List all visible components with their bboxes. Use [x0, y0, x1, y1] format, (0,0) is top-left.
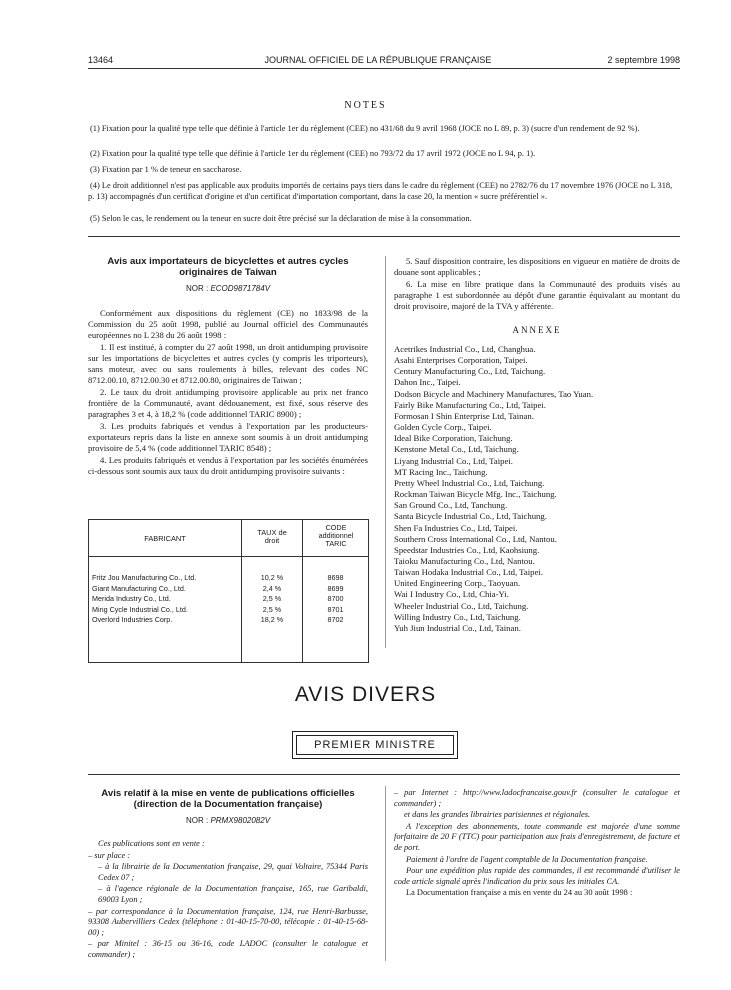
table-row-rate: 10,2 % — [260, 573, 284, 582]
publications-nor-label: NOR : — [185, 816, 209, 825]
table-row-name: Ming Cycle Industrial Co., Ltd. — [92, 604, 188, 614]
nor-code: ECOD9871784V — [210, 284, 271, 293]
header-fabricant: FABRICANT — [144, 534, 186, 543]
table-row-rate: 2,4 % — [262, 583, 282, 593]
publications-internet: – par Internet : http://www.ladocfrancaise.gouv.fr (consulter le catalogue et commander) ; — [394, 788, 680, 808]
list-item: Taioku Manufacturing Co., Ltd, Nantou. — [394, 555, 535, 566]
table-row-rate: 2,5 % — [262, 594, 282, 603]
publications-paiement: Paiement à l'ordre de l'agent comptable de la Documentation française. — [406, 854, 648, 864]
list-item: Speedstar Industries Co., Ltd, Kaohsiung. — [394, 544, 540, 555]
avis-divers-title: AVIS DIVERS — [294, 683, 437, 706]
list-item: Santa Bicycle Industrial Co., Ltd, Taichung. — [394, 511, 547, 522]
annexe-list — [394, 344, 680, 634]
publications-minitel: – par Minitel : 36-15 ou 36-16, code LADOC (consulter le catalogue et commander) ; — [88, 939, 368, 959]
list-item: Ideal Bike Corporation, Taichung. — [394, 433, 513, 444]
avis-importateurs-body — [88, 308, 368, 478]
publications-nor — [88, 816, 368, 825]
list-item: San Ground Co., Ltd, Tanchung. — [394, 500, 508, 511]
list-item: Taiwan Hodaka Industrial Co., Ltd, Taipei. — [394, 567, 543, 578]
note-4: (4) Le droit additionnel n'est pas applicable aux produits importés de certains pays tiers dans le cadre du règlement (CEE) no 2782/76 du 17 novembre 1976 (JOCE no L 318, p. 13) accompagnés d'un certificat d'origine et d'un certificat d'importation comportant, dans la case 20, la mention « sucre préférentiel ». — [88, 181, 673, 201]
table-row-code: 8700 — [327, 594, 344, 603]
publications-divider — [385, 786, 386, 961]
premier-ministre-box — [292, 731, 458, 759]
table-row-name: Fritz Jou Manufacturing Co., Ltd. — [92, 573, 197, 582]
list-item: Wheeler Industrial Co., Ltd, Taichung. — [394, 600, 529, 611]
publications-nor-code: PRMX9802082V — [210, 816, 271, 825]
list-item: Wai I Industry Co., Ltd, Chia-Yi. — [394, 589, 509, 600]
avis-publications-title-line1: Avis relatif à la mise en vente de publications officielles — [101, 788, 355, 799]
nor-label: NOR : — [185, 284, 209, 293]
list-item: Liyang Industrial Co., Ltd, Taipei. — [394, 455, 513, 466]
list-item: Pretty Wheel Industrial Co., Ltd, Taichung. — [394, 477, 545, 488]
table-codes — [303, 573, 368, 626]
table-row-code: 8698 — [327, 573, 344, 582]
header-taux: TAUX de droit — [257, 528, 287, 545]
paragraph-5: 5. Sauf disposition contraire, les dispositions en vigueur en matière de droits de douane sont applicables ; — [394, 256, 680, 277]
premier-ministre-label: PREMIER MINISTRE — [296, 735, 454, 755]
paragraph-6: 6. La mise en libre pratique dans la Communauté des produits visés au paragraphe 1 est subordonnée au dépôt d'une garantie équivalant au montant du droit provisoire, majoré de la TVA y afférente. — [394, 279, 680, 311]
notes-title: NOTES — [344, 100, 387, 111]
header-code: CODE additionnel TARIC — [318, 523, 354, 548]
avis-importateurs-continued — [394, 256, 680, 313]
table-names — [92, 573, 242, 626]
publications-exception: A l'exception des abonnements, toute commande est majorée d'une somme forfaitaire de 20 F (TTC) pour participation aux frais d'enregistrement, de facture et de port. — [394, 821, 680, 852]
header-rule — [88, 68, 680, 69]
paragraph-4: 4. Les produits fabriqués et vendus à l'exportation par les sociétés énumérées ci-dessous sont soumis aux taux du droit antidumping provisoire suivants : — [88, 455, 368, 476]
table-row-name: Merida Industry Co., Ltd. — [92, 594, 171, 603]
list-item: Shen Fa Industries Co., Ltd, Taipei. — [394, 522, 518, 533]
publications-left — [88, 839, 368, 962]
intro-paragraph: Conformément aux dispositions du règlement (CE) no 1833/98 de la Commission du 25 août 1998, publié au Journal officiel des Communautés européennes no L 238 du 26 août 1998 : — [88, 308, 368, 340]
publications-mise-en-vente: La Documentation française a mis en vente du 24 au 30 août 1998 : — [406, 888, 633, 898]
header-date: 2 septembre 1998 — [607, 55, 680, 65]
journal-title: JOURNAL OFFICIEL DE LA RÉPUBLIQUE FRANÇAISE — [264, 55, 492, 65]
list-item: MT Racing Inc., Taichung. — [394, 466, 488, 477]
list-item: Kenstone Metal Co., Ltd, Taichung. — [394, 444, 519, 455]
note-2: (2) Fixation pour la qualité type telle que définie à l'article 1er du règlement (CEE) no 793/72 du 17 avril 1972 (JOCE no L 94, p. 1). — [90, 149, 536, 158]
publications-expedition: Pour une expédition plus rapide des commandes, il est recommandé d'utiliser le code article signalé après l'indication du prix sous les initiales CA. — [394, 866, 680, 886]
avis-publications-title — [88, 788, 368, 810]
list-item: Yuh Jiun Industrial Co., Ltd, Tainan. — [394, 622, 521, 633]
table-rates — [242, 573, 302, 626]
paragraph-2: 2. Le taux du droit antidumping provisoire applicable au prix net franco frontière de la Communauté, avant dédouanement, est fixé, sous réserve des paragraphes 3 et 4, à 18,2 % (code additionnel TARIC 8900) ; — [88, 387, 368, 419]
page-number: 13464 — [88, 55, 114, 65]
list-item: United Engineering Corp., Taoyuan. — [394, 578, 521, 589]
list-item: Southern Cross International Co., Ltd, Nantou. — [394, 533, 557, 544]
column-divider — [385, 256, 386, 648]
paragraph-3: 3. Les produits fabriqués et vendus à l'exportation par les producteurs-exportateurs repris dans la liste en annexe sont soumis à un droit antidumping provisoire de 5,4 % (code additionnel TARIC 8548) ; — [88, 421, 368, 453]
table-row-code: 8702 — [327, 615, 344, 624]
avis-publications-title-line2: (direction de la Documentation française) — [133, 799, 323, 810]
publications-right — [394, 788, 680, 900]
note-5: (5) Selon le cas, le rendement ou la teneur en sucre doit être précisé sur la déclaration de mise à la consommation. — [90, 214, 472, 223]
annexe-title: ANNEXE — [512, 325, 562, 335]
note-3: (3) Fixation par 1 % de teneur en saccharose. — [90, 165, 242, 174]
publications-librairie: – à la librairie de la Documentation française, 29, quai Voltaire, 75344 Paris Cedex 07 ; — [98, 862, 368, 882]
table-row-rate: 18,2 % — [260, 615, 284, 624]
list-item: Formosan I Shin Enterprise Ltd, Tainan. — [394, 410, 534, 421]
avis-importateurs-title — [88, 256, 368, 278]
list-item: Acetrikes Industrial Co., Ltd, Changhua. — [394, 344, 536, 354]
list-item: Dodson Bicycle and Machinery Manufactures, Tao Yuan. — [394, 388, 594, 399]
publications-intro: Ces publications sont en vente : — [98, 839, 205, 848]
table-row-code: 8699 — [327, 583, 344, 593]
nor-reference — [88, 284, 368, 293]
table-row-name: Overlord Industries Corp. — [92, 615, 173, 624]
list-item: Golden Cycle Corp., Taipei. — [394, 422, 492, 433]
paragraph-1: 1. Il est institué, à compter du 27 août 1998, un droit antidumping provisoire sur les importations de bicyclettes et autres cycles (y compris les triporteurs), sans moteur, avec ou sans roulements à billes, relevant des codes NC 8712.00.10, 8712.00.30 et 8712.00.80, originaires de Taiwan ; — [88, 342, 368, 385]
publications-librairies: et dans les grandes librairies parisiennes et régionales. — [404, 810, 591, 820]
list-item: Rockman Taiwan Bicycle Mfg. Inc., Taichung. — [394, 489, 557, 500]
table-row-code: 8701 — [327, 604, 344, 614]
publications-rule — [88, 774, 680, 775]
list-item: Fairly Bike Manufacturing Co., Ltd, Taipei. — [394, 399, 546, 410]
list-item: Willing Industry Co., Ltd, Taichung. — [394, 611, 521, 622]
avis-importateurs-title-line2: originaires de Taiwan — [179, 267, 277, 278]
avis-importateurs-title-line1: Avis aux importateurs de bicyclettes et autres cycles — [107, 256, 349, 267]
note-1: (1) Fixation pour la qualité type telle que définie à l'article 1er du règlement (CEE) no 431/68 du 9 avril 1968 (JOCE no L 89, p. 3) (sucre d'un rendement de 92 %). — [90, 124, 640, 133]
list-item: Asahi Enterprises Corporation, Taipei. — [394, 355, 528, 366]
publications-agence: – à l'agence régionale de la Documentation française, 165, rue Garibaldi, 69003 Lyon ; — [98, 884, 368, 904]
fabricant-table — [88, 519, 369, 663]
section-rule — [88, 236, 680, 237]
table-row-rate: 2,5 % — [262, 604, 282, 614]
list-item: Dahon Inc., Taipei. — [394, 377, 461, 388]
table-row-name: Giant Manufacturing Co., Ltd. — [92, 583, 186, 593]
list-item: Century Manufacturing Co., Ltd, Taichung. — [394, 366, 546, 377]
publications-correspondance: – par correspondance à la Documentation française, 124, rue Henri-Barbusse, 93308 Aubervilliers Cedex (téléphone : 01-40-15-70-00, télécopie : 01-40-15-68-00) ; — [88, 906, 368, 937]
publications-sur-place: – sur place : — [88, 850, 131, 860]
